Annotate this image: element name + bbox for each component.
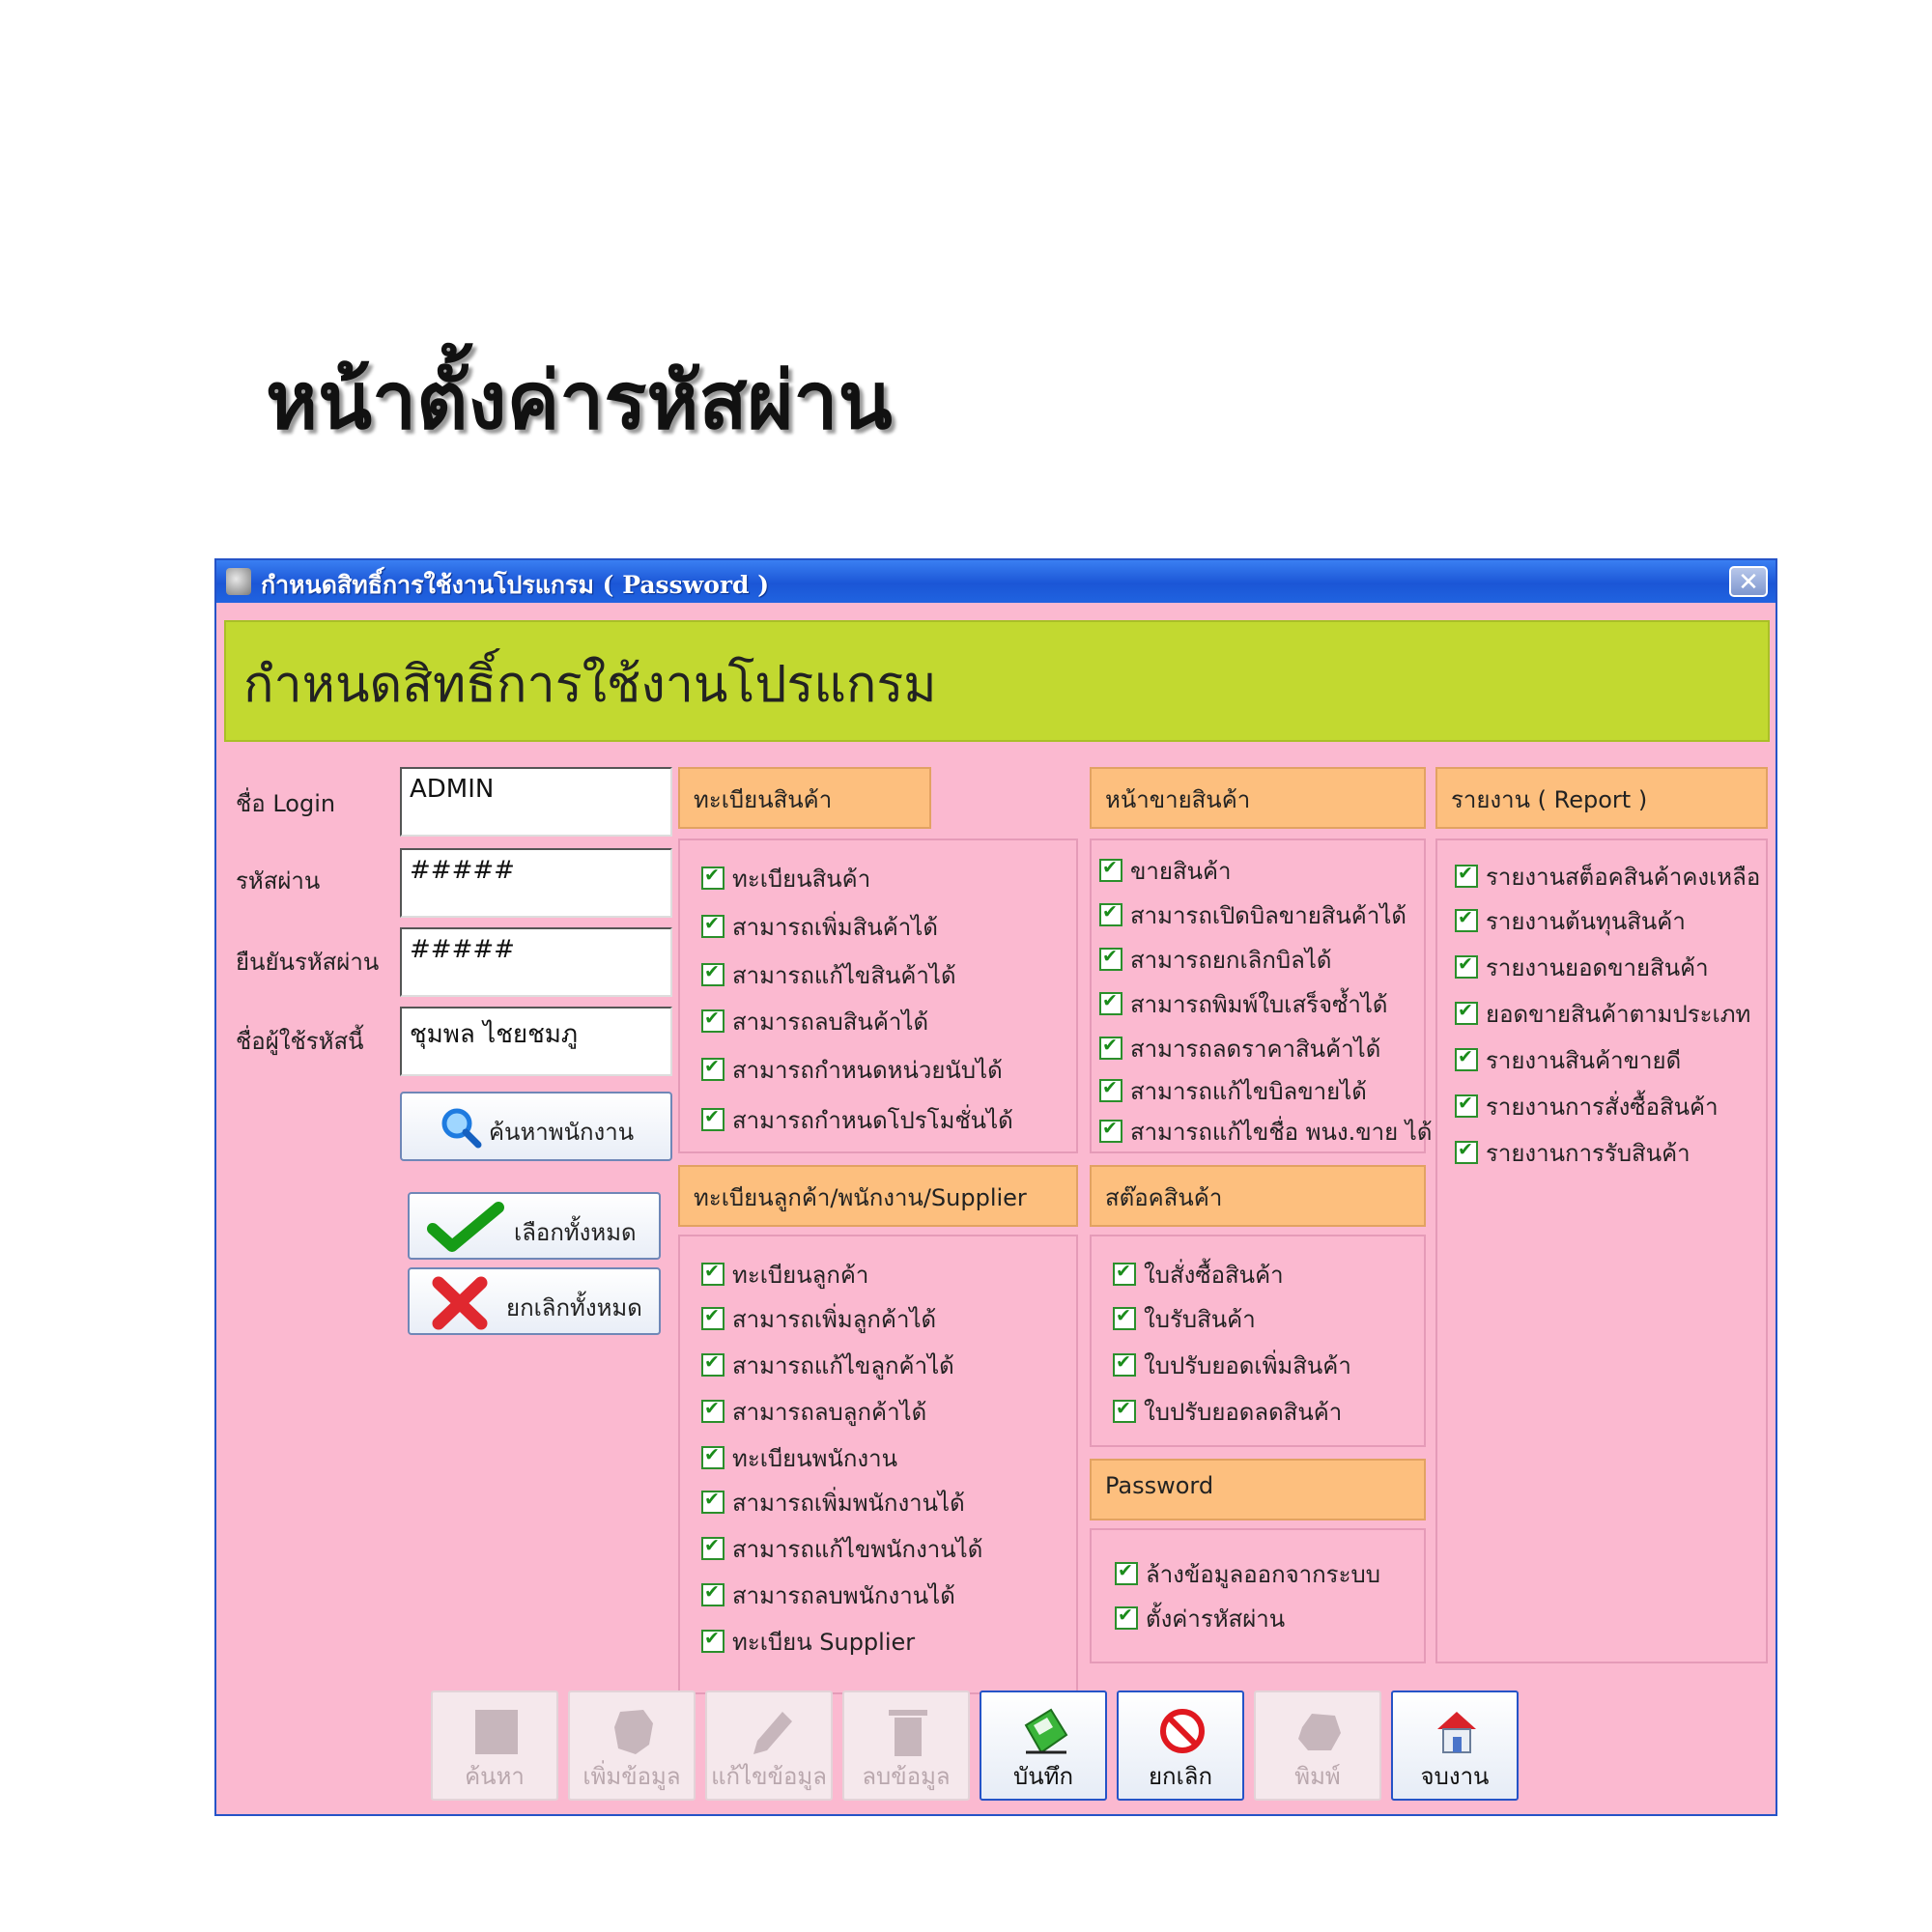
checkbox-label: รายงานการสั่งซื้อสินค้า <box>1486 1094 1719 1121</box>
report-checkbox[interactable] <box>1455 902 1686 940</box>
checkbox-label: ทะเบียน Supplier <box>732 1629 916 1656</box>
products-checkbox[interactable] <box>701 1003 928 1040</box>
add-tool-button[interactable] <box>568 1690 696 1801</box>
customers-checkbox[interactable] <box>701 1577 955 1614</box>
report-section-header: รายงาน ( Report ) <box>1435 767 1768 829</box>
checkbox-label: ยอดขายสินค้าตามประเภท <box>1486 1001 1751 1028</box>
customers-checkbox[interactable] <box>701 1300 936 1338</box>
checkbox-label: สามารถแก้ไขพนักงานได้ <box>732 1536 983 1563</box>
sales-checkbox[interactable] <box>1099 896 1406 934</box>
window-title: กำหนดสิทธิ์การใช้งานโปรแกรม ( Password ) <box>261 571 770 599</box>
checkbox-icon <box>701 1491 724 1514</box>
select-all-button[interactable] <box>408 1192 661 1260</box>
checkbox-icon <box>1455 1048 1478 1071</box>
customers-checkbox[interactable] <box>701 1484 965 1521</box>
exit-tool-label: จบงาน <box>1420 1763 1490 1790</box>
login-label: ชื่อ Login <box>236 790 336 817</box>
checkbox-icon <box>1455 955 1478 979</box>
cancel-tool-button[interactable] <box>1117 1690 1244 1801</box>
cross-icon <box>431 1275 489 1331</box>
checkbox-icon <box>1455 1141 1478 1164</box>
checkbox-label: สามารถแก้ไขบิลขายได้ <box>1130 1078 1367 1105</box>
checkbox-label: ใบสั่งซื้อสินค้า <box>1144 1262 1284 1289</box>
checkbox-icon <box>1099 992 1122 1015</box>
checkbox-label: สามารถลบสินค้าได้ <box>732 1009 929 1036</box>
products-checkbox[interactable] <box>701 1101 1013 1139</box>
save-tool-label: บันทึก <box>1013 1763 1073 1790</box>
stock-checkbox[interactable] <box>1113 1393 1342 1431</box>
printer-icon <box>1296 1706 1343 1758</box>
delete-tool-button[interactable] <box>842 1690 970 1801</box>
checkbox-label: สามารถกำหนดหน่วยนับได้ <box>732 1057 1003 1084</box>
checkbox-label: สามารถพิมพ์ใบเสร็จซ้ำได้ <box>1130 991 1388 1018</box>
checkbox-label: สามารถลบลูกค้าได้ <box>732 1399 927 1426</box>
stock-section-header: สต๊อคสินค้า <box>1090 1165 1426 1227</box>
checkbox-icon <box>701 1630 724 1653</box>
checkbox-icon <box>701 1009 724 1033</box>
search-tool-button[interactable] <box>431 1690 558 1801</box>
checkbox-label: สามารถแก้ไขลูกค้าได้ <box>732 1352 954 1379</box>
checkbox-label: สามารถยกเลิกบิลได้ <box>1130 947 1332 974</box>
customers-section <box>678 1235 1078 1694</box>
checkbox-icon <box>1113 1307 1136 1330</box>
checkbox-label: ใบรับสินค้า <box>1144 1306 1256 1333</box>
magnifier-icon <box>439 1105 483 1150</box>
report-checkbox[interactable] <box>1455 858 1760 895</box>
house-icon <box>1434 1706 1480 1758</box>
checkbox-icon <box>701 963 724 986</box>
stock-section <box>1090 1235 1426 1447</box>
sales-checkbox[interactable] <box>1099 852 1232 890</box>
cancel-tool-label: ยกเลิก <box>1148 1763 1213 1790</box>
customers-section-header: ทะเบียนลูกค้า/พนักงาน/Supplier <box>678 1165 1078 1227</box>
password-field[interactable]: ##### <box>400 848 672 918</box>
sales-checkbox[interactable] <box>1099 941 1331 979</box>
close-button[interactable] <box>1729 566 1768 597</box>
delete-tool-label: ลบข้อมูล <box>862 1763 951 1790</box>
search-tool-label: ค้นหา <box>465 1763 525 1790</box>
checkbox-icon <box>1455 1002 1478 1025</box>
checkbox-icon <box>1113 1400 1136 1423</box>
checkbox-label: ทะเบียนสินค้า <box>732 866 871 893</box>
sales-checkbox[interactable] <box>1099 1113 1432 1151</box>
checkbox-icon <box>701 867 724 890</box>
app-icon <box>226 568 251 595</box>
add-tool-label: เพิ่มข้อมูล <box>582 1763 681 1790</box>
password-section-header: Password <box>1090 1459 1426 1520</box>
checkbox-icon <box>701 1263 724 1286</box>
close-icon: ✕ <box>1738 568 1759 597</box>
checkbox-icon <box>1099 1120 1122 1143</box>
report-section <box>1435 838 1768 1663</box>
checkbox-label: ตั้งค่ารหัสผ่าน <box>1146 1605 1286 1633</box>
report-checkbox[interactable] <box>1455 1134 1690 1172</box>
checkbox-icon <box>1099 1079 1122 1102</box>
products-section-header: ทะเบียนสินค้า <box>678 767 931 829</box>
password-checkbox[interactable] <box>1115 1600 1285 1637</box>
checkbox-icon <box>1113 1263 1136 1286</box>
banner <box>224 620 1770 742</box>
products-checkbox[interactable] <box>701 908 938 946</box>
checkbox-label: สามารถเพิ่มสินค้าได้ <box>732 914 938 941</box>
stock-checkbox[interactable] <box>1113 1347 1351 1384</box>
edit-tool-label: แก้ไขข้อมูล <box>711 1763 827 1790</box>
confirm-password-field[interactable]: ##### <box>400 927 672 997</box>
checkbox-icon <box>1115 1562 1138 1585</box>
products-section <box>678 838 1078 1153</box>
check-icon <box>427 1202 504 1252</box>
checkbox-icon <box>701 915 724 938</box>
checkbox-icon <box>701 1400 724 1423</box>
sales-checkbox[interactable] <box>1099 1072 1367 1110</box>
stock-checkbox[interactable] <box>1113 1300 1256 1338</box>
checkbox-icon <box>1115 1606 1138 1630</box>
checkbox-icon <box>1099 859 1122 882</box>
products-checkbox[interactable] <box>701 1051 1003 1089</box>
deselect-all-button[interactable] <box>408 1267 661 1335</box>
checkbox-label: สามารถลบพนักงานได้ <box>732 1582 955 1609</box>
checkbox-icon <box>1113 1353 1136 1377</box>
edit-tool-button[interactable] <box>705 1690 833 1801</box>
checkbox-icon <box>1455 909 1478 932</box>
user-name-field[interactable]: ชุมพล ไชยชมภู <box>400 1007 672 1076</box>
checkbox-icon <box>701 1446 724 1469</box>
customers-checkbox[interactable] <box>701 1393 926 1431</box>
checkbox-icon <box>1099 1037 1122 1060</box>
report-checkbox[interactable] <box>1455 1088 1719 1125</box>
report-checkbox[interactable] <box>1455 949 1709 986</box>
exit-tool-button[interactable] <box>1391 1690 1519 1801</box>
checkbox-icon <box>701 1307 724 1330</box>
checkbox-icon <box>1099 948 1122 971</box>
checkbox-icon <box>1099 903 1122 926</box>
checkbox-label: รายงานการรับสินค้า <box>1486 1140 1690 1167</box>
checkbox-label: สามารถเพิ่มลูกค้าได้ <box>732 1306 937 1333</box>
products-checkbox[interactable] <box>701 860 870 897</box>
customers-checkbox[interactable] <box>701 1347 954 1384</box>
products-checkbox[interactable] <box>701 956 956 994</box>
add-tool-icon <box>611 1706 657 1758</box>
cancel-icon <box>1159 1706 1206 1758</box>
checkbox-label: ใบปรับยอดเพิ่มสินค้า <box>1144 1352 1351 1379</box>
checkbox-label: สามารถแก้ไขสินค้าได้ <box>732 962 956 989</box>
checkbox-icon <box>1455 1094 1478 1118</box>
stock-checkbox[interactable] <box>1113 1256 1284 1293</box>
print-tool-label: พิมพ์ <box>1294 1763 1341 1790</box>
report-checkbox[interactable] <box>1455 1041 1681 1079</box>
checkbox-label: รายงานต้นทุนสินค้า <box>1486 908 1686 935</box>
search-tool-icon <box>473 1706 520 1758</box>
checkbox-label: รายงานยอดขายสินค้า <box>1486 954 1709 981</box>
checkbox-label: สามารถลดราคาสินค้าได้ <box>1130 1036 1381 1063</box>
checkbox-icon <box>701 1108 724 1131</box>
checkbox-label: สามารถเพิ่มพนักงานได้ <box>732 1490 965 1517</box>
search-employee-button[interactable] <box>400 1092 672 1161</box>
password-checkbox[interactable] <box>1115 1555 1380 1593</box>
checkbox-label: ทะเบียนพนักงาน <box>732 1445 897 1472</box>
confirm-password-label: ยืนยันรหัสผ่าน <box>236 949 380 976</box>
report-checkbox[interactable] <box>1455 995 1750 1033</box>
customers-checkbox[interactable] <box>701 1623 915 1661</box>
sales-section <box>1090 838 1433 1153</box>
checkbox-label: ล้างข้อมูลออกจากระบบ <box>1146 1561 1380 1588</box>
trash-icon <box>885 1706 931 1758</box>
login-field[interactable]: ADMIN <box>400 767 672 837</box>
sales-checkbox[interactable] <box>1099 985 1387 1023</box>
save-tool-button[interactable] <box>980 1690 1107 1801</box>
password-section <box>1090 1528 1426 1663</box>
checkbox-label: สามารถแก้ไขชื่อ พนง.ขาย ได้ <box>1130 1119 1433 1146</box>
password-label: รหัสผ่าน <box>236 867 321 895</box>
checkbox-label: ทะเบียนลูกค้า <box>732 1262 869 1289</box>
floppy-disk-icon <box>1022 1706 1068 1758</box>
checkbox-label: ใบปรับยอดลดสินค้า <box>1144 1399 1343 1426</box>
checkbox-icon <box>701 1353 724 1377</box>
checkbox-label: รายงานสต็อคสินค้าคงเหลือ <box>1486 864 1761 891</box>
user-name-label: ชื่อผู้ใช้รหัสนี้ <box>236 1028 364 1055</box>
deselect-all-label: ยกเลิกทั้งหมด <box>506 1294 642 1321</box>
checkbox-icon <box>1455 865 1478 888</box>
sales-section-header: หน้าขายสินค้า <box>1090 767 1426 829</box>
checkbox-label: รายงานสินค้าขายดี <box>1486 1047 1682 1074</box>
checkbox-icon <box>701 1583 724 1606</box>
pencil-icon <box>748 1706 794 1758</box>
customers-checkbox[interactable] <box>701 1530 982 1568</box>
customers-checkbox[interactable] <box>701 1439 897 1477</box>
window-titlebar[interactable] <box>216 560 1776 603</box>
checkbox-label: ขายสินค้า <box>1130 858 1232 885</box>
checkbox-label: สามารถกำหนดโปรโมชั่นได้ <box>732 1107 1013 1134</box>
page-title: หน้าตั้งค่ารหัสผ่าน <box>266 355 893 447</box>
sales-checkbox[interactable] <box>1099 1030 1380 1067</box>
checkbox-icon <box>701 1537 724 1560</box>
permissions-window <box>214 558 1777 1816</box>
print-tool-button[interactable] <box>1254 1690 1381 1801</box>
banner-title: กำหนดสิทธิ์การใช้งานโปรแกรม <box>243 656 937 714</box>
checkbox-label: สามารถเปิดบิลขายสินค้าได้ <box>1130 902 1406 929</box>
checkbox-icon <box>701 1058 724 1081</box>
select-all-label: เลือกทั้งหมด <box>514 1219 637 1246</box>
search-employee-label: ค้นหาพนักงาน <box>489 1119 635 1146</box>
customers-checkbox[interactable] <box>701 1256 868 1293</box>
